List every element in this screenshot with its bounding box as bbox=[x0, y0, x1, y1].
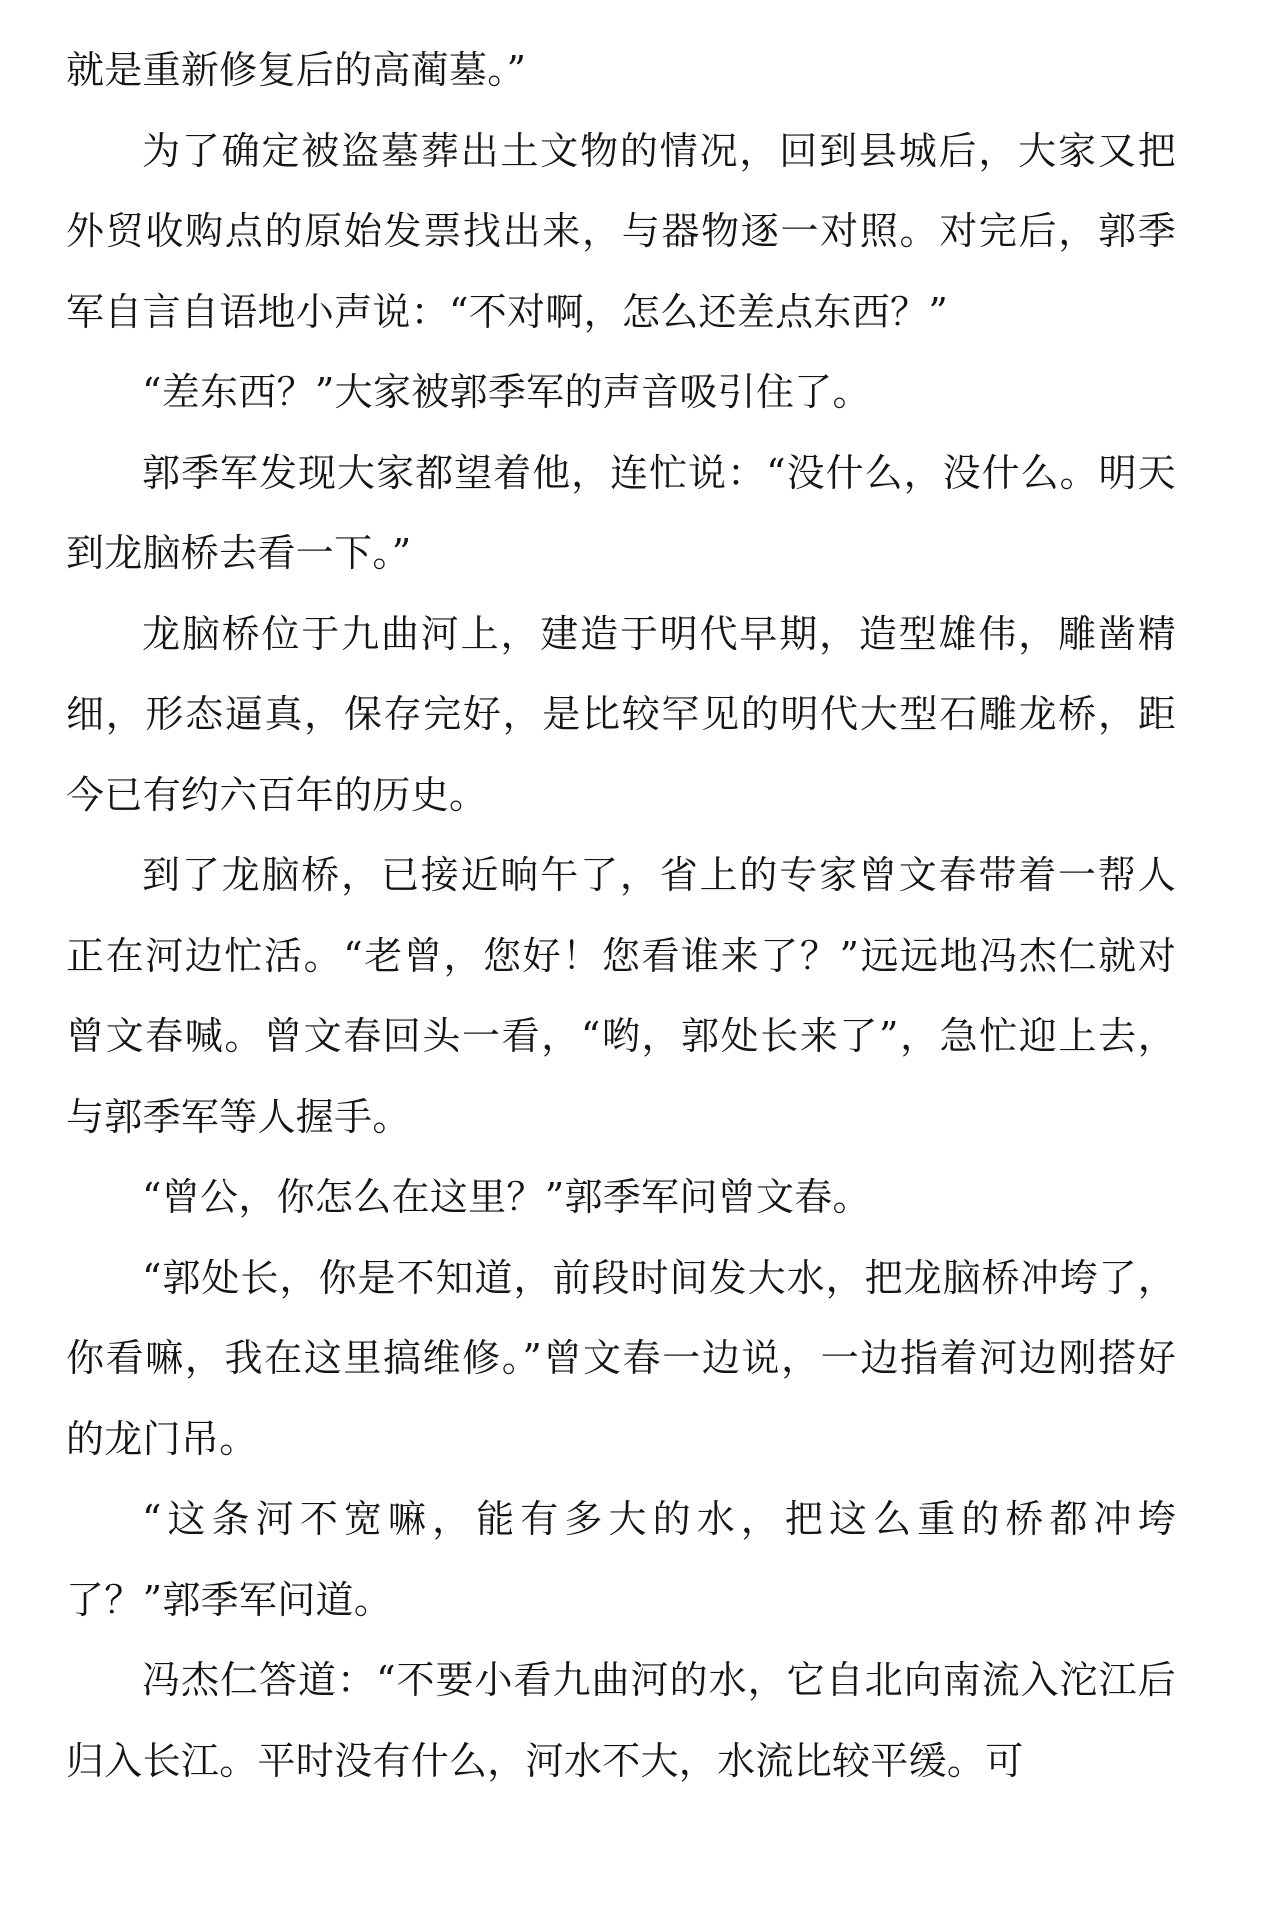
paragraph: “曾公，你怎么在这里？”郭季军问曾文春。 bbox=[142, 1175, 871, 1219]
paragraph: 为了确定被盗墓葬出土文物的情况，回到县城后，大家又把外贸收购点的原始发票找出来，与器物逐一对照。对完后，郭季军自言自语地小声说：“不对啊，怎么还差点东西？” bbox=[66, 128, 1176, 334]
paragraph: 龙脑桥位于九曲河上，建造于明代早期，造型雄伟，雕凿精细，形态逼真，保存完好，是比较罕见的明代大型石雕龙桥，距今已有约六百年的历史。 bbox=[66, 611, 1176, 817]
paragraph: “差东西？”大家被郭季军的声音吸引住了。 bbox=[142, 370, 871, 414]
paragraph: 郭季军发现大家都望着他，连忙说：“没什么，没什么。明天到龙脑桥去看一下。” bbox=[66, 450, 1176, 575]
paragraph: “郭处长，你是不知道，前段时间发大水，把龙脑桥冲垮了，你看嘛，我在这里搞维修。”曾文春一边说，一边指着河边刚搭好的龙门吊。 bbox=[66, 1255, 1176, 1461]
paragraph: 冯杰仁答道：“不要小看九曲河的水，它自北向南流入沱江后归入长江。平时没有什么，河水不大，水流比较平缓。可 bbox=[66, 1658, 1176, 1783]
paragraph: 到了龙脑桥，已接近晌午了，省上的专家曾文春带着一帮人正在河边忙活。“老曾，您好！您看谁来了？”远远地冯杰仁就对曾文春喊。曾文春回头一看，“哟，郭处长来了”，急忙迎上去，与郭季军等人握手。 bbox=[66, 853, 1176, 1139]
paragraph: 就是重新修复后的高蔺墓。” bbox=[66, 48, 527, 92]
paragraph: “这条河不宽嘛，能有多大的水，把这么重的桥都冲垮了？”郭季军问道。 bbox=[66, 1497, 1176, 1622]
body-text bbox=[66, 30, 1176, 1801]
